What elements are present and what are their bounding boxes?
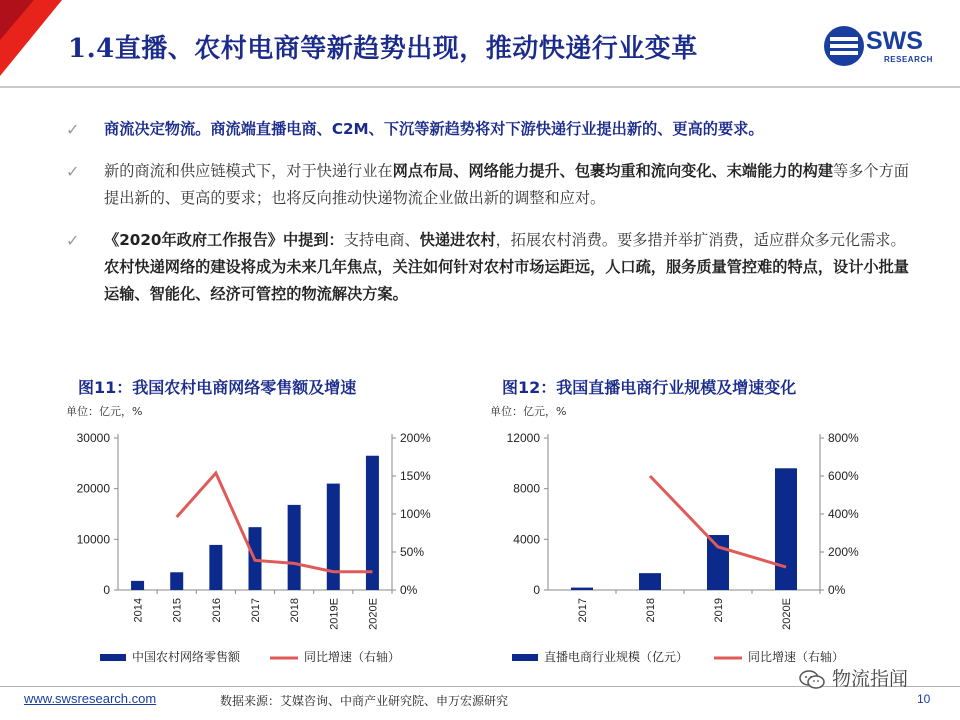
wechat-icon — [798, 669, 826, 691]
y-tick-label-right: 50% — [400, 545, 425, 559]
y-tick-label-left: 20000 — [76, 481, 110, 496]
chart-rural-ecommerce — [30, 420, 470, 680]
logo-sub: RESEARCH — [884, 55, 933, 64]
bar — [327, 484, 340, 590]
chart-unit-1: 单位：亿元，% — [66, 405, 143, 418]
y-tick-label-right: 0% — [400, 583, 418, 597]
wechat-name: 物流指闻 — [832, 668, 909, 690]
x-tick-label: 2018 — [645, 598, 657, 623]
page-number: 10 — [917, 692, 931, 706]
y-tick-label-right: 800% — [828, 431, 859, 445]
chart-unit-2: 单位：亿元，% — [490, 405, 567, 418]
y-tick-label-right: 100% — [400, 507, 431, 521]
y-tick-label-right: 0% — [828, 583, 846, 597]
x-tick-label: 2017 — [250, 598, 262, 623]
chart-title-1: 图11：我国农村电商网络零售额及增速 — [78, 378, 357, 397]
y-tick-label-right: 200% — [400, 431, 431, 445]
bar — [366, 456, 379, 590]
bar — [209, 545, 222, 590]
sws-logo — [822, 24, 942, 68]
x-tick-label: 2019E — [328, 598, 341, 630]
bullet-text: 支持电商、 — [343, 231, 420, 249]
chart-livestream-ecommerce — [470, 420, 910, 680]
x-tick-label: 2018 — [289, 598, 302, 623]
x-tick-label: 2016 — [210, 598, 223, 623]
bar — [571, 588, 593, 590]
bar — [170, 572, 183, 590]
bar — [775, 468, 797, 590]
x-tick-label: 2020E — [781, 598, 793, 630]
legend-line-label: 同比增速（右轴） — [304, 650, 401, 664]
chart-title-2: 图12：我国直播电商行业规模及增速变化 — [502, 378, 797, 397]
bullet-text: 农村快递网络的建设将成为未来几年焦点，关注如何针对农村市场运距远，人口疏，服务质量管控难的特点，设计小批量运输、智能化、经济可管控的物流解决方案。 — [104, 258, 909, 303]
legend-bar-swatch — [100, 654, 126, 661]
check-icon: ✓ — [66, 231, 80, 250]
website-link[interactable]: www.swsresearch.com — [24, 691, 157, 706]
page-title: 1.4直播、农村电商等新趋势出现，推动快递行业变革 — [68, 34, 698, 64]
bullet-text: 网点布局、网络能力提升、包裹均重和流向变化、末端能力的构建 — [392, 162, 833, 180]
legend-bar-swatch — [512, 654, 538, 661]
bar — [288, 505, 301, 590]
bullet-text: ，拓展农村消费。要多措并举扩消费，适应群众多元化需求。 — [495, 231, 906, 249]
bar — [707, 535, 729, 590]
y-tick-label-right: 400% — [828, 507, 859, 521]
bar — [639, 573, 661, 590]
y-tick-label-left: 4000 — [513, 532, 540, 547]
x-tick-label: 2015 — [171, 598, 184, 623]
data-source: 数据来源：艾媒咨询、中商产业研究院、申万宏源研究 — [220, 694, 509, 708]
y-tick-label-left: 0 — [103, 583, 110, 597]
check-icon: ✓ — [66, 162, 80, 181]
title-divider — [0, 86, 960, 88]
bullet-item — [66, 227, 916, 308]
wechat-watermark — [798, 664, 908, 691]
bullet-text: 新的商流和供应链模式下，对于快递行业在 — [104, 162, 393, 180]
bullet-text: 商流决定物流。商流端直播电商、C2M、下沉等新趋势将对下游快递行业提出新的、更高的要求。 — [104, 120, 764, 138]
y-tick-label-right: 150% — [400, 469, 431, 483]
legend-line-label: 同比增速（右轴） — [748, 650, 845, 664]
x-tick-label: 2014 — [132, 598, 145, 623]
bullet-list — [66, 116, 916, 323]
sws-logo-mark — [822, 24, 866, 68]
bullet-text: 快递进农村 — [419, 231, 496, 249]
growth-line — [177, 473, 373, 572]
logo-text: SWS — [866, 27, 923, 55]
y-tick-label-left: 10000 — [76, 532, 110, 547]
check-icon: ✓ — [66, 120, 80, 139]
y-tick-label-left: 12000 — [506, 431, 540, 445]
y-tick-label-left: 8000 — [513, 481, 540, 496]
bar — [131, 581, 144, 590]
y-tick-label-right: 600% — [828, 469, 859, 483]
bullet-text: 《2020年政府工作报告》中提到： — [104, 231, 344, 249]
bullet-text: 等多个方面提出新的、更高的要求；也将反向推动快递物流企业做出新的调整和应对。 — [104, 162, 909, 207]
y-tick-label-left: 0 — [533, 583, 540, 597]
y-tick-label-right: 200% — [828, 545, 859, 559]
corner-decoration — [0, 0, 70, 84]
x-tick-label: 2017 — [577, 598, 589, 623]
bullet-item — [66, 158, 916, 212]
x-tick-label: 2020E — [367, 598, 380, 630]
legend-bar-label: 中国农村网络零售额 — [132, 650, 241, 664]
legend-bar-label: 直播电商行业规模（亿元） — [544, 650, 689, 664]
x-tick-label: 2019 — [713, 598, 725, 623]
bullet-item — [66, 116, 916, 143]
y-tick-label-left: 30000 — [76, 431, 110, 445]
